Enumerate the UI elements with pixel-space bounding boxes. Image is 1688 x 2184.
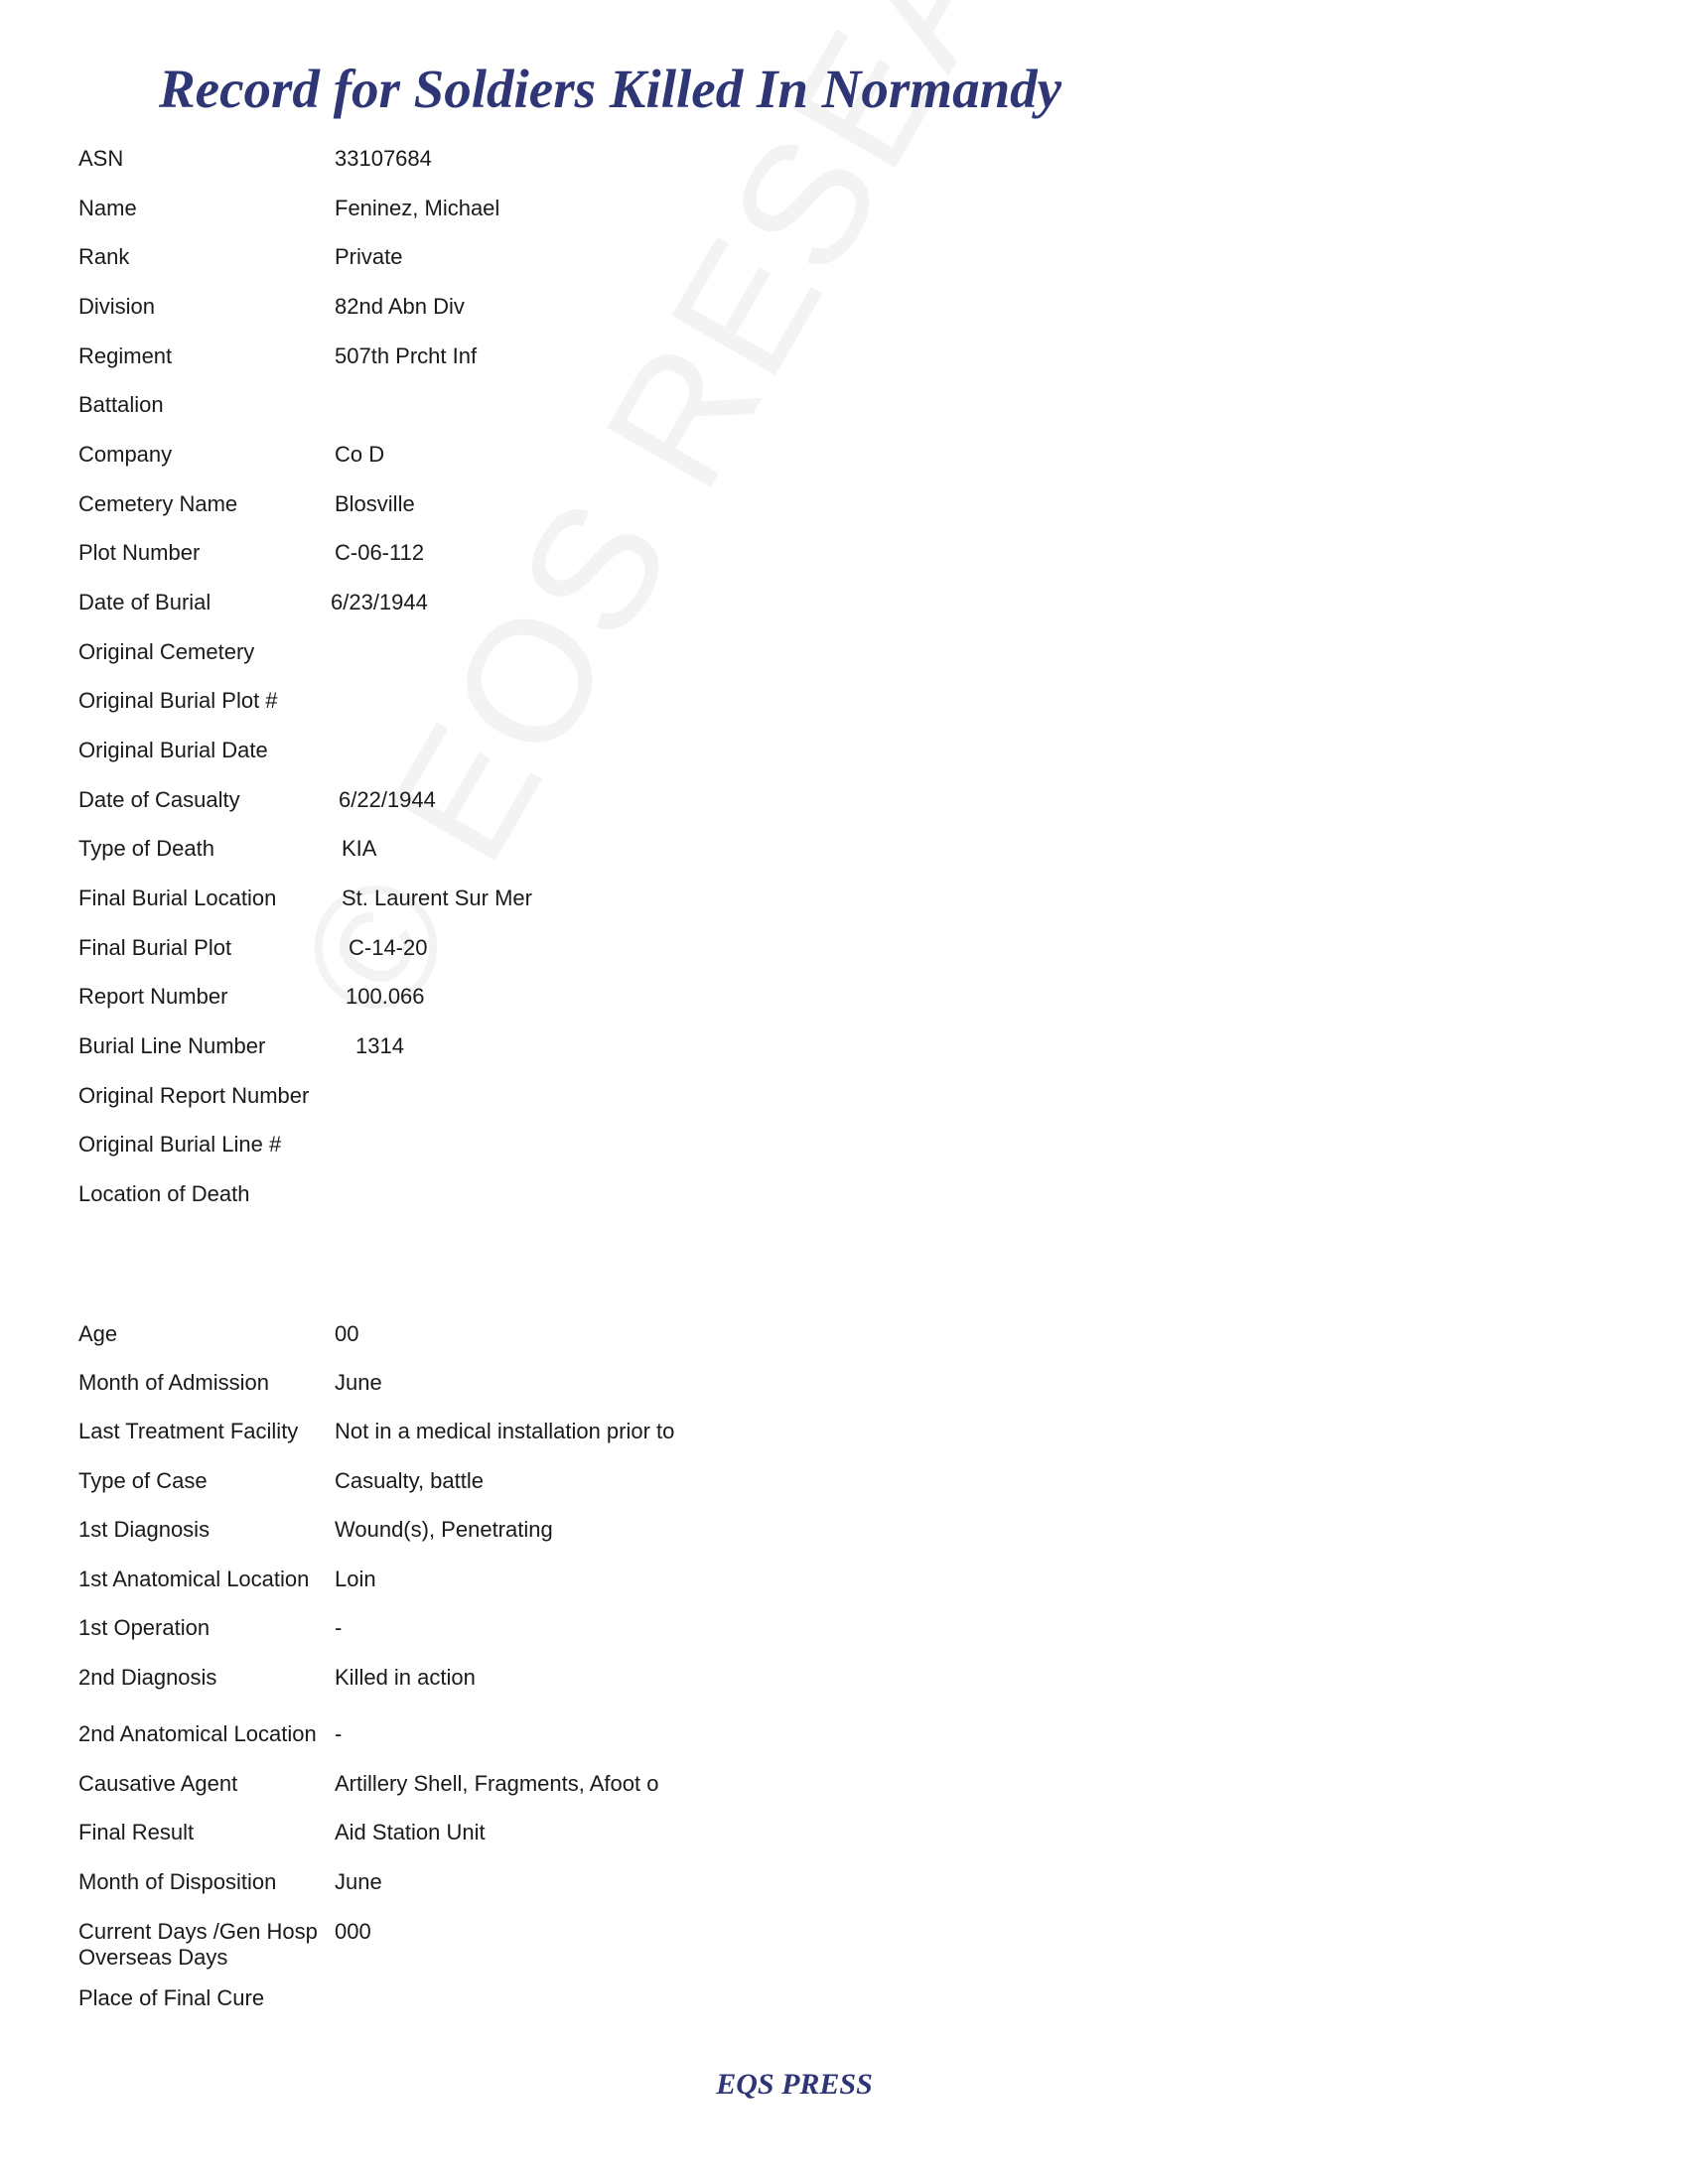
report-number-value: 100.066 bbox=[346, 984, 425, 1009]
first-anatomical-location-value: Loin bbox=[335, 1567, 376, 1591]
type-of-case-value: Casualty, battle bbox=[335, 1468, 485, 1493]
month-of-disposition-label: Month of Disposition bbox=[78, 1869, 277, 1894]
month-of-admission-value: June bbox=[335, 1370, 382, 1395]
current-days-label-line2: Overseas Days bbox=[78, 1945, 228, 1970]
date-of-casualty-label: Date of Casualty bbox=[78, 787, 240, 812]
second-anatomical-location-value: - bbox=[335, 1721, 343, 1746]
date-of-burial-value: 6/23/1944 bbox=[331, 590, 428, 614]
month-of-disposition-value: June bbox=[335, 1869, 382, 1894]
cemetery-name-value: Blosville bbox=[335, 491, 415, 516]
second-anatomical-location-label: 2nd Anatomical Location bbox=[78, 1721, 317, 1746]
regiment-label: Regiment bbox=[78, 343, 173, 368]
name-label: Name bbox=[78, 196, 137, 220]
footer-publisher bbox=[0, 2068, 1589, 2102]
first-diagnosis-label: 1st Diagnosis bbox=[78, 1517, 211, 1542]
asn-label: ASN bbox=[78, 146, 124, 171]
causative-agent-value: Artillery Shell, Fragments, Afoot o bbox=[335, 1771, 659, 1796]
second-diagnosis-label: 2nd Diagnosis bbox=[78, 1665, 217, 1690]
current-days-label-line1: Current Days /Gen Hosp bbox=[78, 1919, 318, 1944]
original-report-number-label: Original Report Number bbox=[78, 1083, 310, 1108]
plot-number-value: C-06-112 bbox=[335, 540, 425, 565]
regiment-value: 507th Prcht Inf bbox=[335, 343, 478, 368]
page-title: Record for Soldiers Killed In Normandy bbox=[159, 59, 1062, 119]
location-of-death-label: Location of Death bbox=[78, 1181, 250, 1206]
place-of-final-cure-label: Place of Final Cure bbox=[78, 1985, 265, 2010]
report-number-label: Report Number bbox=[78, 984, 228, 1009]
footer-text: EQS PRESS bbox=[716, 2068, 873, 2101]
original-cemetery-label: Original Cemetery bbox=[78, 639, 255, 664]
final-burial-plot-value: C-14-20 bbox=[349, 935, 428, 960]
first-anatomical-location-label: 1st Anatomical Location bbox=[78, 1567, 310, 1591]
final-burial-location-label: Final Burial Location bbox=[78, 886, 277, 910]
division-value: 82nd Abn Div bbox=[335, 294, 465, 319]
company-value: Co D bbox=[335, 442, 385, 467]
plot-number-label: Plot Number bbox=[78, 540, 201, 565]
age-label: Age bbox=[78, 1321, 118, 1346]
cemetery-name-label: Cemetery Name bbox=[78, 491, 238, 516]
current-days-value: 000 bbox=[335, 1919, 371, 1944]
last-treatment-facility-label: Last Treatment Facility bbox=[78, 1419, 299, 1443]
second-diagnosis-value: Killed in action bbox=[335, 1665, 476, 1690]
final-burial-location-value: St. Laurent Sur Mer bbox=[342, 886, 532, 910]
final-result-label: Final Result bbox=[78, 1820, 195, 1844]
battalion-label: Battalion bbox=[78, 392, 164, 417]
first-operation-label: 1st Operation bbox=[78, 1615, 211, 1640]
month-of-admission-label: Month of Admission bbox=[78, 1370, 269, 1395]
final-burial-plot-label: Final Burial Plot bbox=[78, 935, 232, 960]
asn-value: 33107684 bbox=[335, 146, 432, 171]
type-of-death-value: KIA bbox=[342, 836, 377, 861]
burial-line-number-label: Burial Line Number bbox=[78, 1033, 266, 1058]
first-operation-value: - bbox=[335, 1615, 343, 1640]
type-of-death-label: Type of Death bbox=[78, 836, 214, 861]
company-label: Company bbox=[78, 442, 173, 467]
burial-line-number-value: 1314 bbox=[355, 1033, 404, 1058]
name-value: Feninez, Michael bbox=[335, 196, 500, 220]
date-of-burial-label: Date of Burial bbox=[78, 590, 211, 614]
original-burial-date-label: Original Burial Date bbox=[78, 738, 268, 762]
rank-value: Private bbox=[335, 244, 403, 269]
causative-agent-label: Causative Agent bbox=[78, 1771, 238, 1796]
last-treatment-facility-value: Not in a medical installation prior to bbox=[335, 1419, 675, 1443]
date-of-casualty-value: 6/22/1944 bbox=[339, 787, 436, 812]
type-of-case-label: Type of Case bbox=[78, 1468, 208, 1493]
rank-label: Rank bbox=[78, 244, 130, 269]
age-value: 00 bbox=[335, 1321, 359, 1346]
first-diagnosis-value: Wound(s), Penetrating bbox=[335, 1517, 553, 1542]
original-burial-line-label: Original Burial Line # bbox=[78, 1132, 282, 1157]
original-burial-plot-label: Original Burial Plot # bbox=[78, 688, 278, 713]
final-result-value: Aid Station Unit bbox=[335, 1820, 486, 1844]
division-label: Division bbox=[78, 294, 156, 319]
